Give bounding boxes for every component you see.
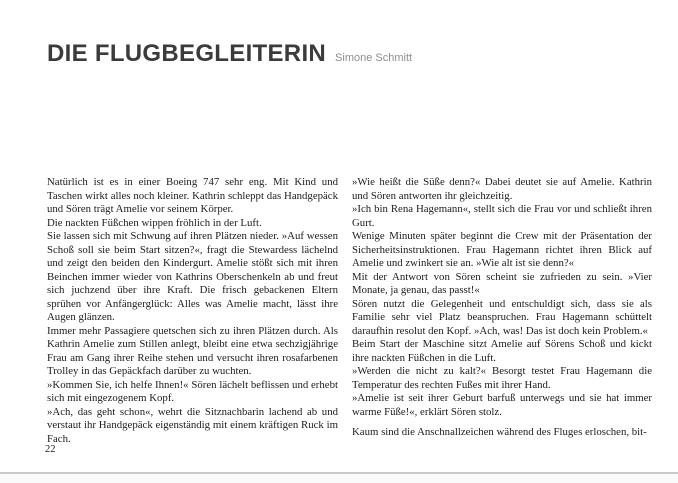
paragraph: »Kommen Sie, ich helfe Ihnen!« Sören lächelt beflissen und erhebt sich mit eingezogenem Kopf. — [47, 378, 338, 404]
paragraph: »Amelie ist seit ihrer Geburt barfuß unterwegs und sie hat immer warme Füße!«, erklärt Sören stolz. — [352, 392, 652, 418]
paragraph: Immer mehr Passagiere quetschen sich zu ihren Plätzen durch. Als Kathrin Amelie zum Stillen anlegt, bleibt eine etwa sechzigjährige Frau am Gang ihrer Reihe stehen und versucht ihren rosafarbenen Trolley in das Gepäckfach darüber zu wuchten. — [47, 324, 338, 377]
paragraph: Kaum sind die Anschnallzeichen während des Fluges erloschen, bit- — [352, 426, 647, 438]
paragraph: Die nackten Füßchen wippen fröhlich in der Luft. — [47, 216, 262, 229]
page-title: DIE FLUGBEGLEITERIN — [47, 40, 327, 67]
paragraph: »Ach, das geht schon«, wehrt die Sitznachbarin lachend ab und verstaut ihr Handgepäck eigenständig mit einem kräftigen Ruck im Fach. — [47, 405, 338, 445]
below-page-background — [0, 474, 678, 483]
chapter-header — [47, 40, 658, 68]
paragraph: Sören nutzt die Gelegenheit und entschuldigt sich, dass sie als Familie sehr viel Platz beanspruchen. Frau Hagemann schüttelt daraufhin resolut den Kopf. »Ach, was! Das ist doch kein Problem.« — [352, 297, 652, 337]
paragraph: »Wie heißt die Süße denn?« Dabei deutet sie auf Amelie. Kathrin und Sören antworten ihr gleichzeitig. — [352, 176, 652, 202]
paragraph: Beim Start der Maschine sitzt Amelie auf Sörens Schoß und kickt ihre nackten Füßchen in die Luft. — [352, 338, 652, 364]
author-name: Simone Schmitt — [335, 52, 413, 64]
text-columns — [47, 176, 652, 446]
left-column — [47, 176, 338, 446]
paragraph: Sie lassen sich mit Schwung auf ihren Plätzen nieder. »Auf wessen Schoß soll sie beim Start sitzen?«, fragt die Stewardess lächelnd und zeigt den beiden den Kindergurt. Amelie stößt sich mit ihren Beinchen immer wieder von Kathrins Oberschenkeln ab und freut sich juchzend über ihre Kraft. Die frisch gebackenen Eltern sprühen vor Anfängerglück: Alles was Amelie macht, lässt ihre Augen glänzen. — [47, 230, 338, 323]
paragraph: »Ich bin Rena Hagemann«, stellt sich die Frau vor und schließt ihren Gurt. — [352, 203, 652, 229]
paragraph: Mit der Antwort von Sören scheint sie zufrieden zu sein. »Vier Monate, ja genau, das passt!« — [352, 270, 652, 296]
right-column — [352, 176, 652, 446]
paragraph: »Werden die nicht zu kalt?« Besorgt testet Frau Hagemann die Temperatur des rechten Fußes mit ihrer Hand. — [352, 365, 652, 391]
page-number: 22 — [45, 444, 56, 455]
paragraph: Natürlich ist es in einer Boeing 747 sehr eng. Mit Kind und Taschen wirkt alles noch kleiner. Kathrin schleppt das Handgepäck und Sören trägt Amelie vor seinem Körper. — [47, 176, 338, 215]
paragraph: Wenige Minuten später beginnt die Crew mit der Präsentation der Sicherheitsinstruktionen. Frau Hagemann richtet ihren Blick auf Amelie und zwinkert sie an. »Wie alt ist sie denn?« — [352, 230, 652, 269]
